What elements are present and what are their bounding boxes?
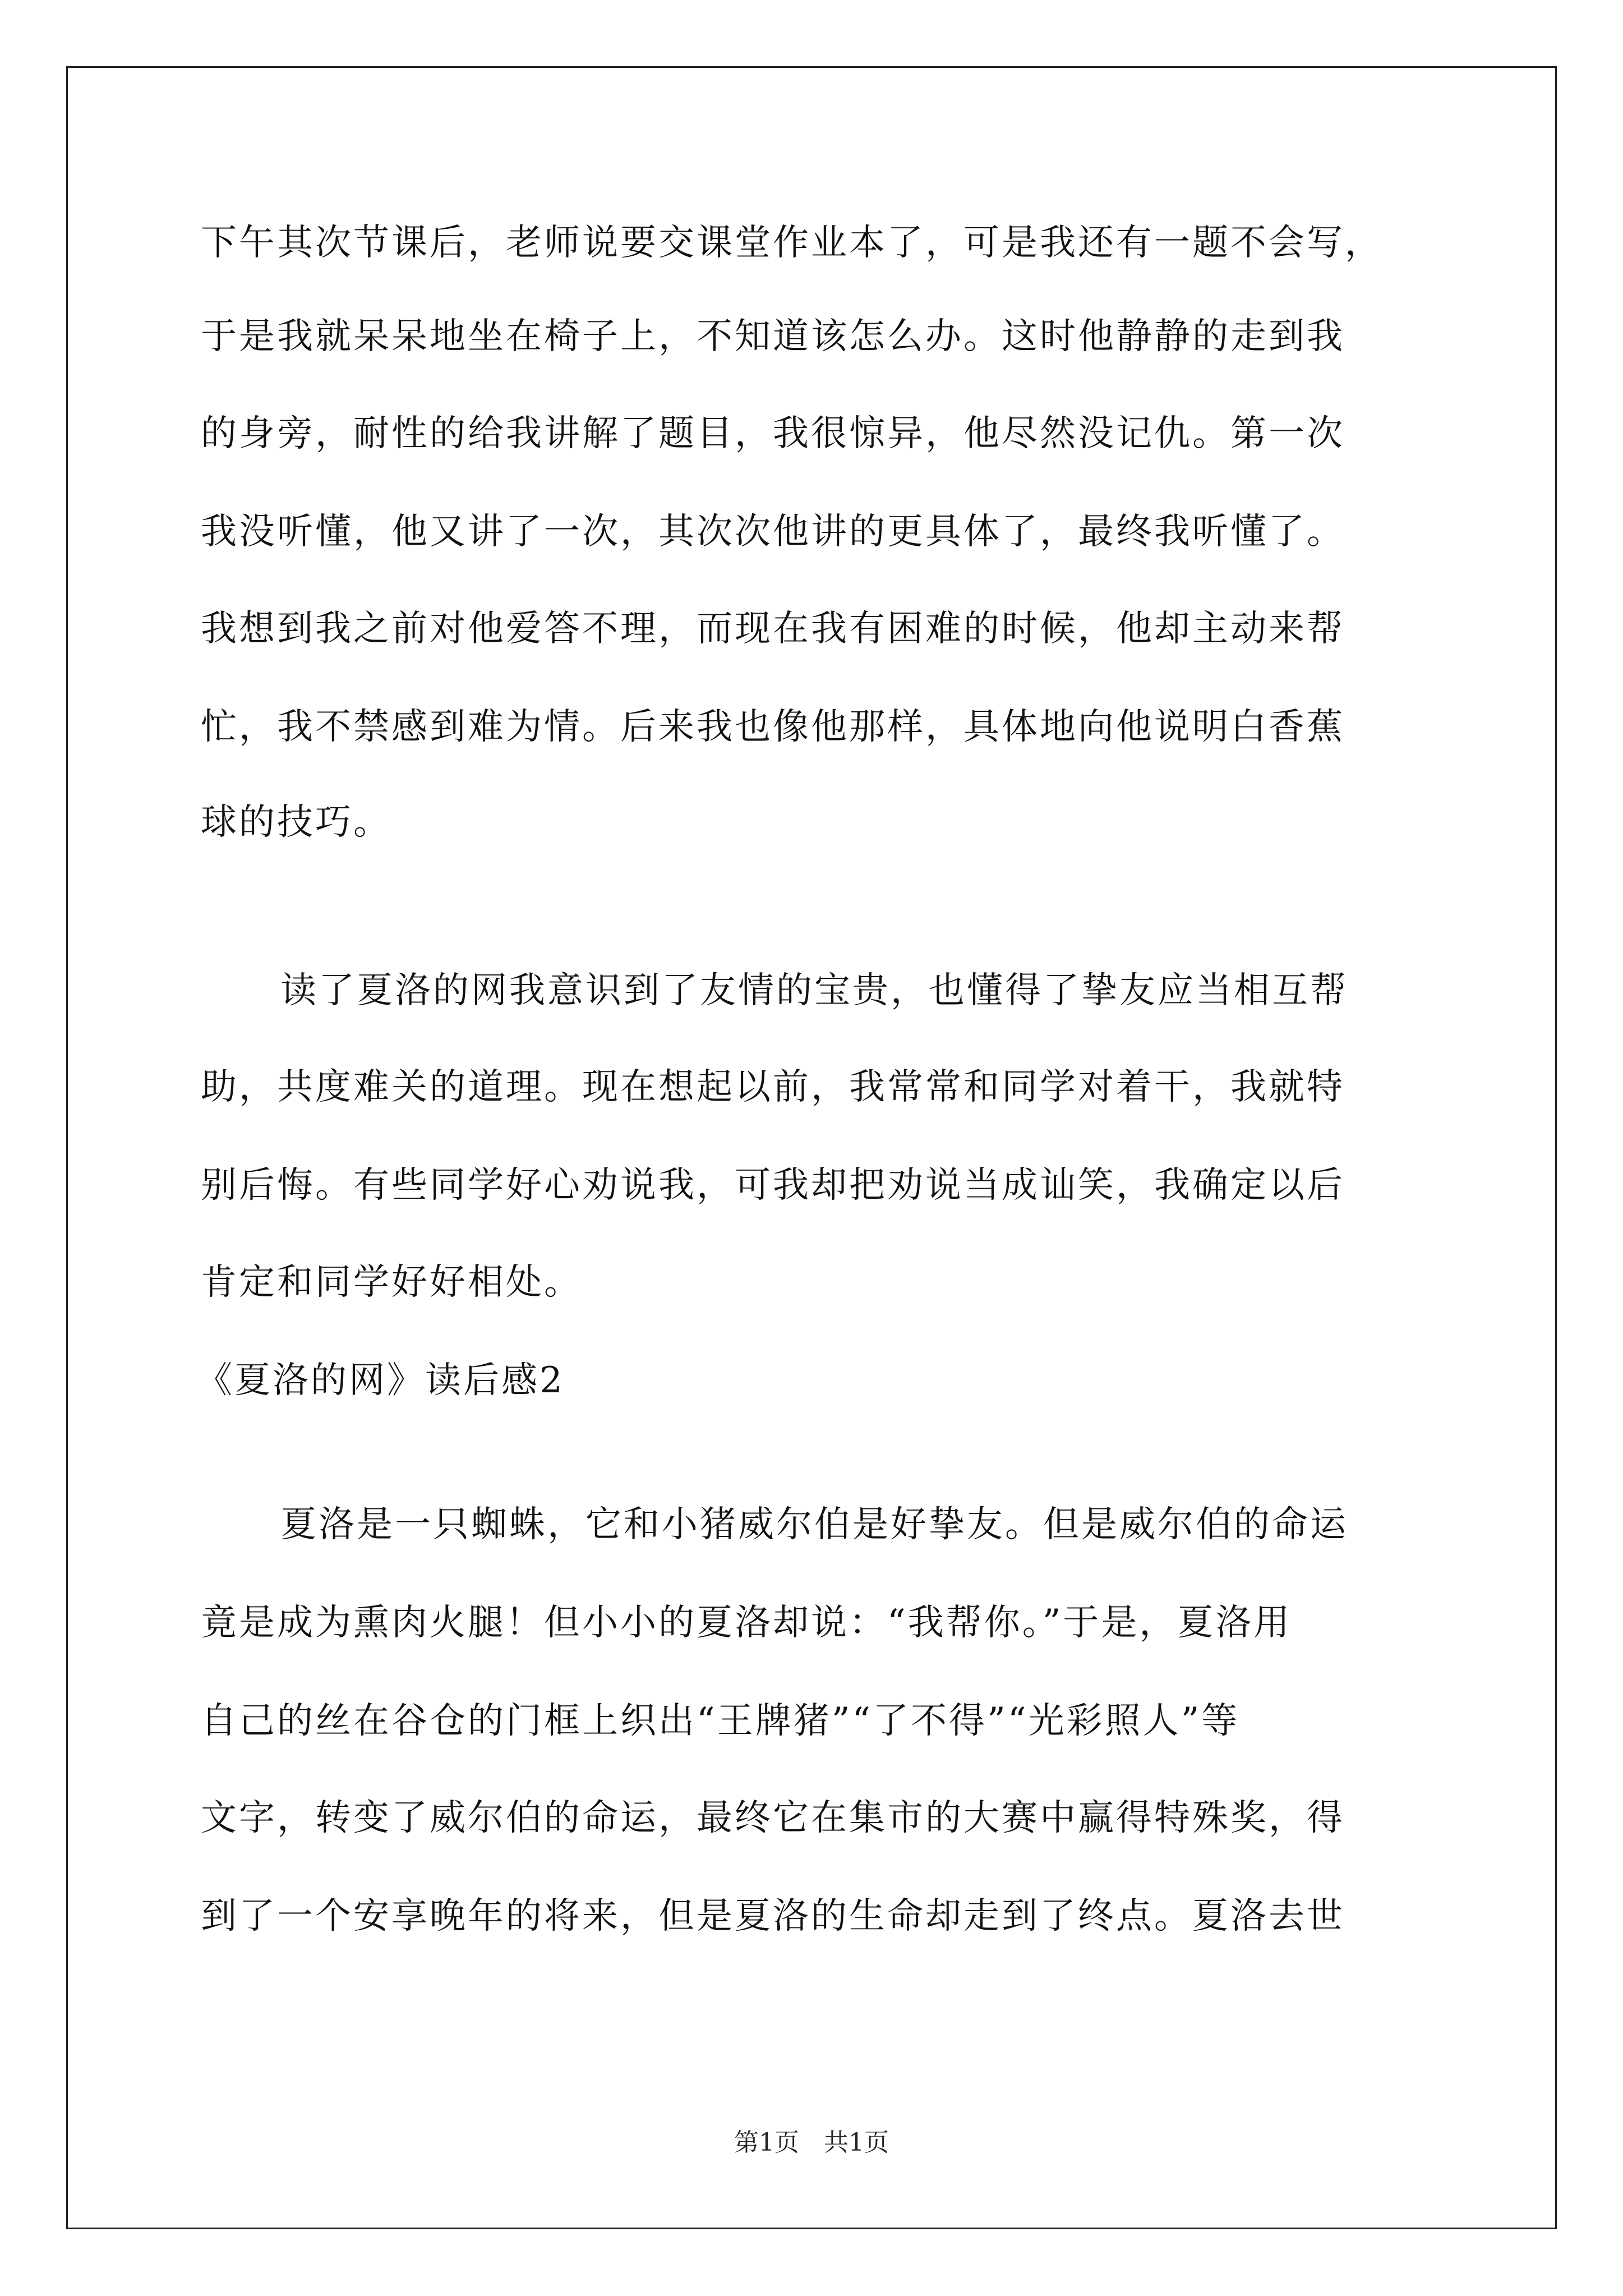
text-line: 文字，转变了威尔伯的命运，最终它在集市的大赛中赢得特殊奖，得 [201, 1797, 1345, 1839]
section-heading: 《夏洛的网》读后感2 [196, 1360, 565, 1401]
text-line: 我想到我之前对他爱答不理，而现在我有困难的时候，他却主动来帮 [201, 608, 1345, 650]
text-line: 自己的丝在谷仓的门框上织出“王牌猪”“了不得”“光彩照人”等 [201, 1700, 1240, 1742]
text-line: 竟是成为熏肉火腿！但小小的夏洛却说：“我帮你。”于是，夏洛用 [201, 1602, 1292, 1644]
text-line: 我没听懂，他又讲了一次，其次次他讲的更具体了，最终我听懂了。 [201, 511, 1345, 553]
text-line: 的身旁，耐性的给我讲解了题目，我很惊异，他尽然没记仇。第一次 [201, 413, 1345, 454]
paragraph-first-line: 读了夏洛的网我意识到了友情的宝贵，也懂得了挚友应当相互帮 [280, 970, 1348, 1011]
text-line: 球的技巧。 [201, 802, 391, 843]
text-line: 助，共度难关的道理。现在想起以前，我常常和同学对着干，我就特 [201, 1066, 1345, 1108]
text-line: 下午其次节课后，老师说要交课堂作业本了，可是我还有一题不会写， [201, 222, 1383, 264]
paragraph-first-line: 夏洛是一只蜘蛛，它和小猪威尔伯是好挚友。但是威尔伯的命运 [280, 1504, 1348, 1545]
text-line: 忙，我不禁感到难为情。后来我也像他那样，具体地向他说明白香蕉 [201, 706, 1345, 748]
text-line: 到了一个安享晚年的将来，但是夏洛的生命却走到了终点。夏洛去世 [201, 1895, 1345, 1937]
text-line: 肯定和同学好好相处。 [201, 1262, 582, 1303]
text-line: 于是我就呆呆地坐在椅子上，不知道该怎么办。这时他静静的走到我 [201, 316, 1345, 357]
page-footer: 第1页 共1页 [734, 2128, 889, 2157]
text-line: 别后悔。有些同学好心劝说我，可我却把劝说当成讪笑，我确定以后 [201, 1165, 1345, 1206]
